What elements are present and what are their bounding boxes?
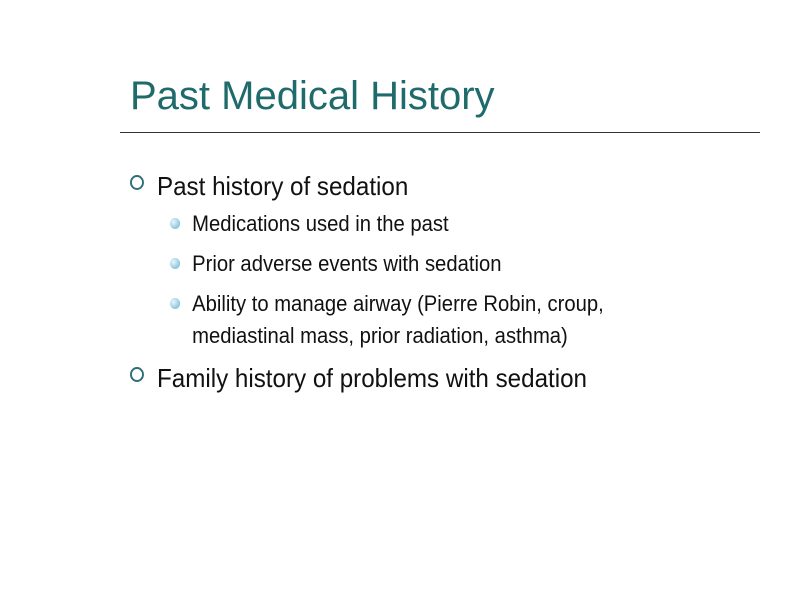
bullet-item (130, 360, 707, 396)
sub-bullet-item (170, 208, 704, 240)
sub-bullet-item (170, 288, 704, 352)
dot-bullet-icon (170, 218, 180, 229)
bullet-item (130, 168, 707, 204)
slide-title: Past Medical History (130, 74, 495, 118)
ring-bullet-icon (130, 175, 144, 190)
sub-bullet-text: Ability to manage airway (Pierre Robin, croup, (192, 291, 604, 316)
bullet-list (130, 168, 750, 396)
dot-bullet-icon (170, 258, 180, 269)
sub-bullet-text-continued: mediastinal mass, prior radiation, asthma) (192, 323, 568, 348)
sub-bullet-list (170, 208, 750, 352)
bullet-text: Family history of problems with sedation (156, 363, 588, 393)
sub-bullet-text: Medications used in the past (192, 211, 449, 236)
ring-bullet-icon (130, 367, 144, 382)
title-divider (120, 132, 760, 133)
sub-bullet-item (170, 248, 704, 280)
sub-bullet-text: Prior adverse events with sedation (192, 251, 502, 276)
bullet-text: Past history of sedation (156, 171, 409, 201)
dot-bullet-icon (170, 298, 180, 309)
